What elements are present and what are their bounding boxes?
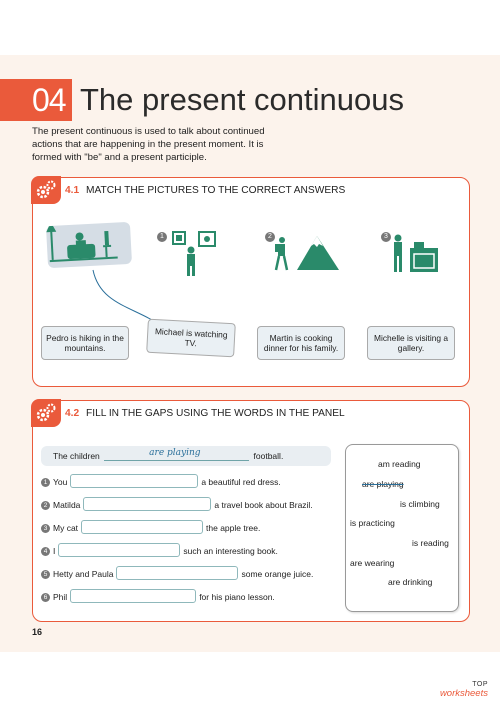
example-before: The children [53, 451, 100, 461]
row-end: some orange juice. [241, 569, 314, 579]
row-start: I [53, 546, 56, 556]
exercise-title [65, 185, 345, 196]
panel-word[interactable]: are drinking [388, 577, 433, 587]
exercise-number: 4.1 [65, 185, 80, 196]
unit-number: 04 [0, 79, 72, 121]
row-end: a beautiful red dress. [201, 477, 281, 487]
exercise-instruction: MATCH THE PICTURES TO THE CORRECT ANSWERS [86, 185, 346, 196]
answer-card-4[interactable]: Michelle is visiting a gallery. [367, 326, 455, 360]
row-start: Phil [53, 592, 68, 602]
answer-card-2[interactable]: Michael is watching TV. [146, 319, 236, 358]
panel-word[interactable]: is climbing [400, 499, 440, 509]
exercise-4-2 [32, 400, 470, 622]
brand-logo [440, 680, 488, 698]
panel-word-used[interactable]: are playing [362, 479, 404, 489]
example-picture [46, 222, 132, 268]
row-start: Matilda [53, 500, 81, 510]
example-after: football. [253, 451, 284, 461]
picture-number-1: 1 [157, 232, 167, 242]
gap-row-1 [41, 474, 281, 490]
answer-card-1[interactable]: Pedro is hiking in the mountains. [41, 326, 129, 360]
row-number: 1 [41, 478, 50, 487]
page-number: 16 [32, 627, 43, 637]
gap-row-4 [41, 543, 278, 559]
panel-word[interactable]: am reading [378, 459, 421, 469]
exercise-4-1 [32, 177, 470, 387]
row-number: 5 [41, 570, 50, 579]
exercise-number: 4.2 [65, 408, 80, 419]
row-number: 2 [41, 501, 50, 510]
panel-word[interactable]: are wearing [350, 558, 395, 568]
picture-number-3: 3 [381, 232, 391, 242]
gap-row-2 [41, 497, 313, 513]
hiker-mountain-icon [273, 230, 343, 278]
logo-top: TOP [472, 681, 488, 688]
exercise-title [65, 408, 345, 419]
row-start: You [53, 477, 68, 487]
panel-word[interactable]: is reading [412, 538, 449, 548]
word-panel [345, 444, 459, 612]
panel-word[interactable]: is practicing [350, 518, 395, 528]
row-end: the apple tree. [206, 523, 261, 533]
gap-row-6 [41, 589, 275, 605]
gap-input[interactable] [81, 520, 203, 534]
exercise-instruction: FILL IN THE GAPS USING THE WORDS IN THE PANEL [86, 408, 345, 419]
example-gap [104, 449, 249, 461]
row-end: for his piano lesson. [199, 592, 275, 602]
gap-input[interactable] [70, 474, 198, 488]
example-answer: are playing [149, 448, 201, 458]
row-start: My cat [53, 523, 79, 533]
gears-icon [31, 176, 61, 204]
intro-text: The present continuous is used to talk about continued actions that are happening in the present moment. It is formed with "be" and a present participle. [32, 126, 265, 163]
gap-input[interactable] [83, 497, 211, 511]
row-end: a travel book about Brazil. [214, 500, 313, 510]
cooking-icon [388, 230, 448, 278]
row-number: 4 [41, 547, 50, 556]
example-sentence [41, 446, 331, 466]
row-number: 3 [41, 524, 50, 533]
worksheet-page [0, 55, 500, 652]
gap-row-3 [41, 520, 260, 536]
row-number: 6 [41, 593, 50, 602]
logo-name: worksheets [439, 688, 488, 699]
picture-number-2: 2 [265, 232, 275, 242]
gallery-visitor-icon [171, 230, 227, 278]
answer-card-3[interactable]: Martin is cooking dinner for his family. [257, 326, 345, 360]
gap-row-5 [41, 566, 313, 582]
row-end: such an interesting book. [183, 546, 278, 556]
unit-header [0, 79, 404, 121]
gap-input[interactable] [116, 566, 238, 580]
gap-input[interactable] [70, 589, 196, 603]
watching-tv-icon [46, 222, 132, 268]
row-start: Hetty and Paula [53, 569, 114, 579]
gears-icon [31, 399, 61, 427]
unit-title: The present continuous [80, 82, 404, 117]
gap-input[interactable] [58, 543, 180, 557]
